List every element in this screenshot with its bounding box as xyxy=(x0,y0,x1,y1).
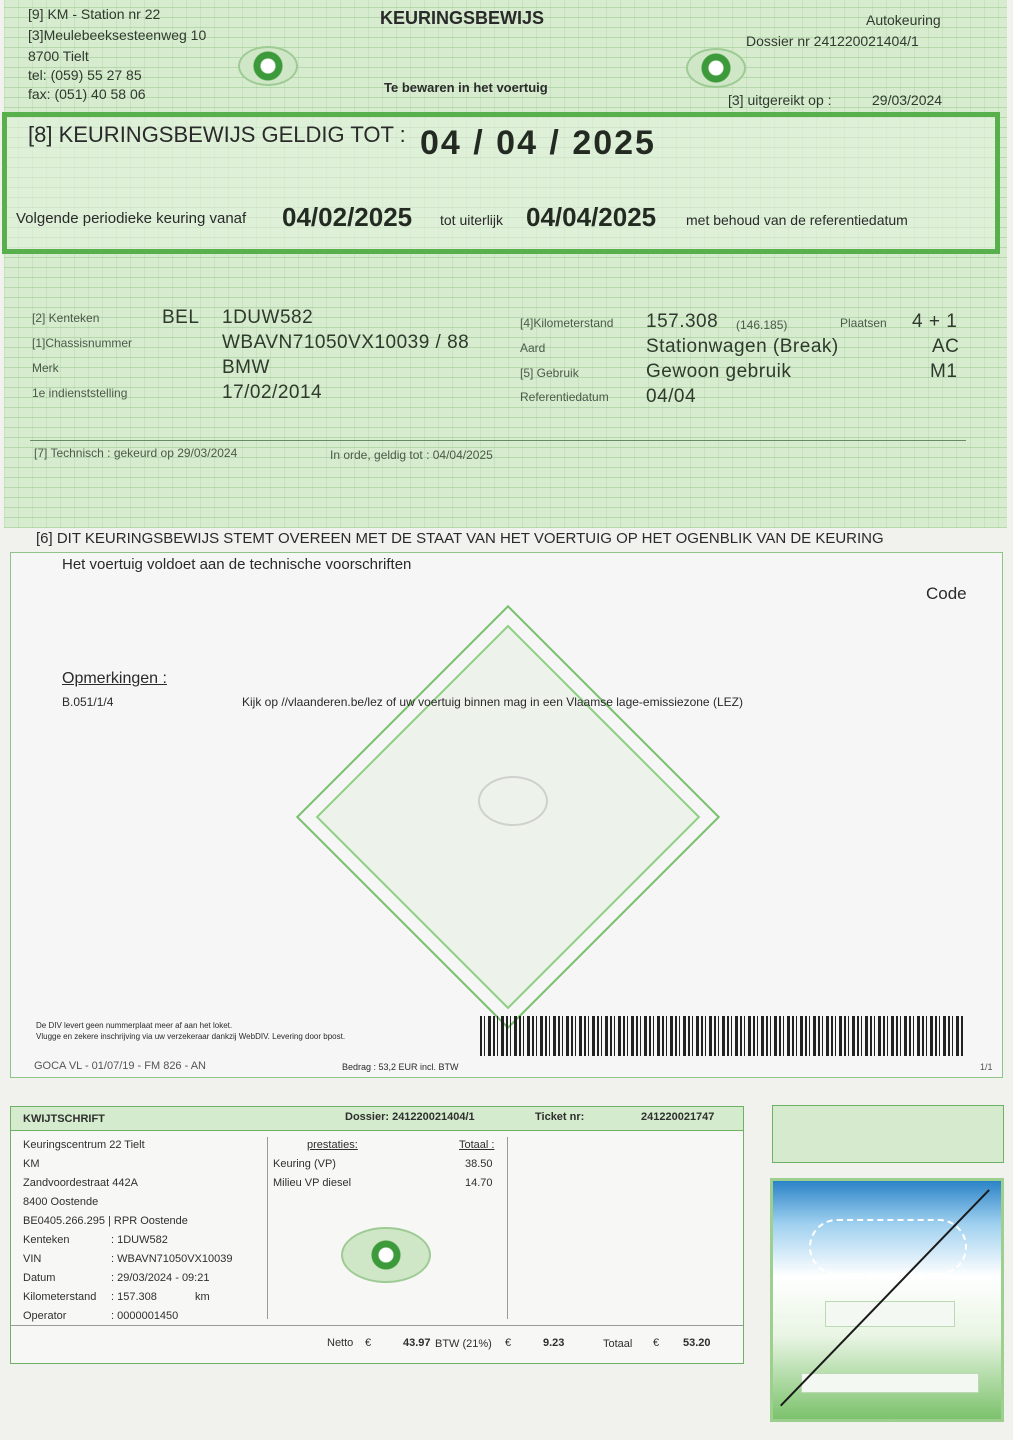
station-line-1: [9] KM - Station nr 22 xyxy=(28,6,161,22)
receipt-operator: : 0000001450 xyxy=(111,1310,179,1322)
receipt-vin: : WBAVN71050VX10039 xyxy=(111,1253,233,1265)
vignette-field-2 xyxy=(801,1373,979,1393)
issued-date: 29/03/2024 xyxy=(872,92,943,108)
issued-label: [3] uitgereikt op : xyxy=(728,92,832,108)
service-item-amount: 38.50 xyxy=(465,1158,493,1170)
remarks-label: Opmerkingen : xyxy=(62,670,167,687)
conformity-text: Het voertuig voldoet aan de technische voorschriften xyxy=(62,556,412,573)
next-inspection-until: 04/04/2025 xyxy=(526,202,657,232)
receipt-km-unit: km xyxy=(195,1291,210,1303)
validity-label: [8] KEURINGSBEWIJS GELDIG TOT : xyxy=(28,122,406,147)
chassis-value: WBAVN71050VX10039 / 88 xyxy=(222,332,470,353)
stamp-box xyxy=(772,1105,1004,1163)
km-previous: (146.185) xyxy=(736,318,788,332)
receipt-date: : 29/03/2024 - 09:21 xyxy=(111,1272,210,1284)
reference-date-label: Referentiedatum xyxy=(520,390,609,404)
receipt-km: : 157.308 xyxy=(111,1291,157,1303)
document-title: KEURINGSBEWIJS xyxy=(380,8,545,28)
column-divider xyxy=(507,1137,508,1319)
totals-divider xyxy=(11,1325,743,1326)
div-note-1: De DIV levert geen nummerplaat meer af aan het loket. xyxy=(36,1021,233,1030)
btw-value: 9.23 xyxy=(543,1337,565,1349)
receipt-ticket-number: 241220021747 xyxy=(641,1111,715,1123)
receipt-ticket-label: Ticket nr: xyxy=(535,1111,585,1123)
receipt-vin-label: VIN xyxy=(23,1253,42,1265)
btw-label: BTW (21%) xyxy=(435,1338,492,1350)
plate-value: 1DUW582 xyxy=(222,307,314,328)
receipt-km-label: Kilometerstand xyxy=(23,1291,97,1303)
vignette-field-1 xyxy=(825,1301,955,1327)
document-subtitle: Te bewaren in het voertuig xyxy=(384,80,548,95)
until-label: tot uiterlijk xyxy=(440,212,504,228)
receipt-date-label: Datum xyxy=(23,1272,56,1284)
eye-logo-icon xyxy=(341,1227,431,1283)
center-line-1: Keuringscentrum 22 Tielt xyxy=(23,1139,145,1151)
first-registration-value: 17/02/2014 xyxy=(222,382,323,403)
netto-label: Netto xyxy=(327,1337,354,1349)
dossier-number: Dossier nr 241220021404/1 xyxy=(746,33,919,49)
vignette-emblem xyxy=(809,1219,967,1275)
receipt-operator-label: Operator xyxy=(23,1310,67,1322)
div-note-2: Vlugge en zekere inschrijving via uw verzekeraar dankzij WebDIV. Levering door bpost. xyxy=(36,1032,346,1041)
receipt-title: KWIJTSCHRIFT xyxy=(23,1113,105,1125)
reference-date-note: met behoud van de referentiedatum xyxy=(686,212,908,228)
services-header: prestaties: xyxy=(307,1139,358,1151)
next-inspection-from: 04/02/2025 xyxy=(282,202,413,232)
vehicle-type-code: AC xyxy=(932,336,960,357)
total-header: Totaal : xyxy=(459,1139,495,1151)
station-line-2: [3]Meulebeeksesteenweg 10 xyxy=(28,27,207,43)
amount-text: Bedrag : 53,2 EUR incl. BTW xyxy=(342,1062,459,1072)
center-line-5: BE0405.266.295 | RPR Oostende xyxy=(23,1215,188,1227)
plate-label: [2] Kenteken xyxy=(32,311,100,325)
km-value: 157.308 xyxy=(646,311,719,332)
total-currency: € xyxy=(653,1337,660,1349)
use-label: [5] Gebruik xyxy=(520,366,579,380)
receipt-dossier: Dossier: 241220021404/1 xyxy=(345,1111,475,1123)
eye-logo-icon xyxy=(238,46,298,86)
use-code: M1 xyxy=(930,361,958,382)
vehicle-type-value: Stationwagen (Break) xyxy=(646,336,839,357)
netto-currency: € xyxy=(365,1337,372,1349)
next-inspection-label: Volgende periodieke keuring vanaf xyxy=(16,210,247,227)
validity-date: 04 / 04 / 2025 xyxy=(420,124,656,162)
eye-logo-icon xyxy=(686,48,746,88)
receipt-plate: : 1DUW582 xyxy=(111,1234,168,1246)
embossed-eye-icon xyxy=(478,776,548,826)
column-divider xyxy=(267,1137,268,1319)
divider-line xyxy=(30,440,966,441)
btw-currency: € xyxy=(505,1337,512,1349)
use-value: Gewoon gebruik xyxy=(646,361,792,382)
page-number: 1/1 xyxy=(980,1062,993,1072)
vignette-sticker-icon xyxy=(770,1178,1004,1422)
center-line-2: KM xyxy=(23,1158,40,1170)
station-line-5: fax: (051) 40 58 06 xyxy=(28,86,146,102)
total-label: Totaal xyxy=(603,1338,633,1350)
statement-title: [6] DIT KEURINGSBEWIJS STEMT OVEREEN MET DE STAAT VAN HET VOERTUIG OP HET OGENBLIK VAN DE KEURING xyxy=(36,530,884,547)
plate-country: BEL xyxy=(162,307,200,328)
seats-value: 4 + 1 xyxy=(912,311,958,332)
remark-text: Kijk op //vlaanderen.be/lez of uw voertuig binnen mag in een Vlaamse lage-emissiezone (LEZ) xyxy=(242,695,743,709)
service-item-amount: 14.70 xyxy=(465,1177,493,1189)
center-line-3: Zandvoordestraat 442A xyxy=(23,1177,138,1189)
technical-label: [7] Technisch : gekeurd op 29/03/2024 xyxy=(34,446,238,460)
reference-date-value: 04/04 xyxy=(646,386,697,407)
brand-value: BMW xyxy=(222,357,270,378)
receipt-plate-label: Kenteken xyxy=(23,1234,70,1246)
technical-status: In orde, geldig tot : 04/04/2025 xyxy=(330,448,493,462)
receipt-panel xyxy=(10,1106,744,1364)
brand-label: Merk xyxy=(32,361,59,375)
service-item-name: Milieu VP diesel xyxy=(273,1177,352,1189)
service-item-name: Keuring (VP) xyxy=(273,1158,336,1170)
first-registration-label: 1e indienststelling xyxy=(32,386,128,400)
station-line-4: tel: (059) 55 27 85 xyxy=(28,67,142,83)
remark-code: B.051/1/4 xyxy=(62,695,114,709)
seats-label: Plaatsen xyxy=(840,316,887,330)
vehicle-type-label: Aard xyxy=(520,341,546,355)
autokeuring-label: Autokeuring xyxy=(866,12,941,28)
km-label: [4]Kilometerstand xyxy=(520,316,614,330)
chassis-label: [1]Chassisnummer xyxy=(32,336,133,350)
netto-value: 43.97 xyxy=(403,1337,431,1349)
barcode-icon xyxy=(480,1016,964,1056)
total-value: 53.20 xyxy=(683,1337,711,1349)
station-line-3: 8700 Tielt xyxy=(28,48,89,64)
form-reference: GOCA VL - 01/07/19 - FM 826 - AN xyxy=(34,1060,206,1072)
code-label: Code xyxy=(926,584,967,603)
center-line-4: 8400 Oostende xyxy=(23,1196,99,1208)
